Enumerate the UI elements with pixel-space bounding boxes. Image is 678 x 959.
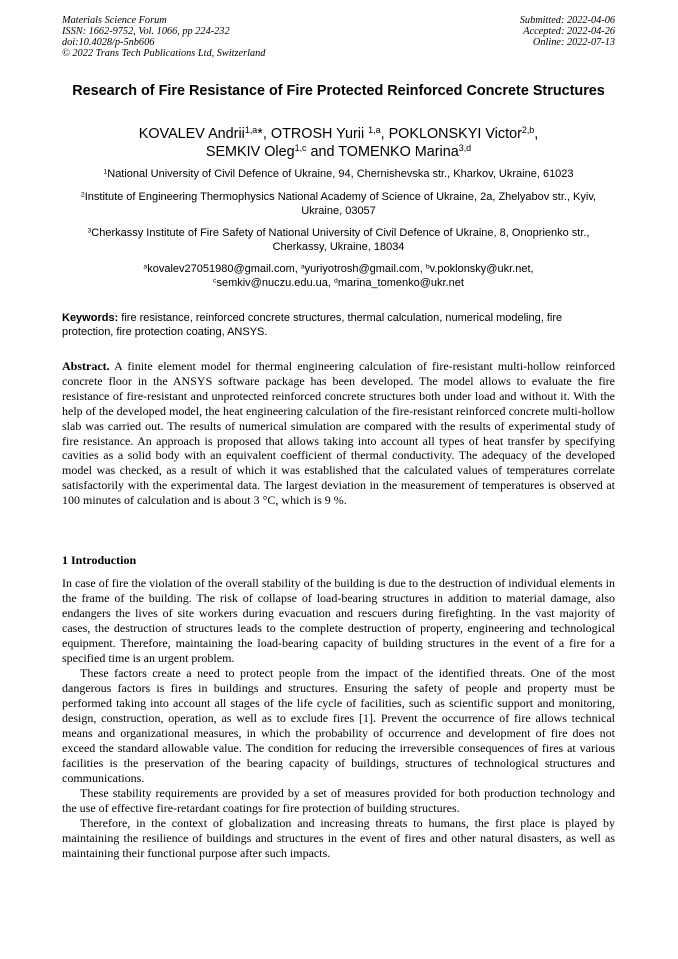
email-mark: b bbox=[425, 263, 430, 271]
author-name: SEMKIV Oleg bbox=[205, 144, 295, 160]
email-mark: a bbox=[143, 263, 148, 271]
abstract bbox=[62, 359, 615, 508]
author-separator: , bbox=[380, 126, 389, 142]
introduction-body bbox=[62, 576, 615, 861]
email-address: v.poklonsky@ukr.net, bbox=[429, 263, 534, 275]
abstract-label: Abstract. bbox=[62, 359, 110, 373]
affiliation-text: Cherkassy Institute of Fire Safety of National University of Civil Defence of Ukraine, 8, Onoprienko str., Cherkassy, Ukraine, 18034 bbox=[91, 227, 590, 253]
author-affiliation-mark: 1,a bbox=[368, 125, 381, 136]
author-name: TOMENKO Marina bbox=[338, 144, 459, 160]
journal-name: Materials Science Forum bbox=[62, 15, 167, 26]
paper-title: Research of Fire Resistance of Fire Protected Reinforced Concrete Structures bbox=[72, 83, 605, 99]
author-affiliation-mark: 1,a bbox=[244, 125, 258, 136]
email-address: kovalev27051980@gmail.com, bbox=[147, 263, 301, 275]
author-name: POKLONSKYI Victor bbox=[388, 126, 522, 142]
paragraph: In case of fire the violation of the overall stability of the building is due to the destruction of individual elements in the frame of the building. The risk of collapse of load-bearing structures in addition to material damage, also endangers the lives of site workers during evacuation and rescuers during firefighting. In the vast majority of cases, the destruction of structures leads to the complete destruction of property, engineering and technological equipment. Therefore, maintaining the load-bearing capacity of building structures in the event of a fire for a specified time is an urgent problem. bbox=[62, 576, 615, 665]
email-mark: a bbox=[300, 263, 305, 271]
author-affiliation-mark: 2,b bbox=[521, 125, 535, 136]
journal-doi: doi:10.4028/p-5nb606 bbox=[62, 37, 155, 48]
paragraph: These stability requirements are provided by a set of measures provided for both production technology and the use of effective fire-retardant coatings for fire protection of building structures. bbox=[62, 786, 615, 815]
affiliation-text: Institute of Engineering Thermophysics National Academy of Science of Ukraine, 2a, Zhelyabov str., Kyiv, Ukraine, 03057 bbox=[84, 191, 597, 217]
publication-dates bbox=[520, 15, 615, 48]
author-separator: *, bbox=[257, 126, 271, 142]
email-address: yuriyotrosh@gmail.com, bbox=[304, 263, 426, 275]
affiliation-2 bbox=[62, 190, 615, 218]
affiliation-3 bbox=[62, 226, 615, 254]
journal-info bbox=[62, 15, 265, 59]
author-name: KOVALEV Andrii bbox=[138, 126, 245, 142]
affiliation-number: 3 bbox=[87, 227, 92, 235]
paragraph: These factors create a need to protect people from the impact of the identified threats. One of the most dangerous factors is fires in buildings and structures. Ensuring the safety of people and property must be performed taking into account all stages of the life cycle of facilities, such as scientific support and monitoring, design, construction, operation, as well as to exclude fires [1]. Prevent the occurrence of fire allows technical means and organizational measures, in which the probability of occurrence and development of fire does not exceed the standard allowable value. The condition for reducing the irreversible consequences of fires at various facilities is the preservation of the bearing capacity of buildings, structures of technological structures and communications. bbox=[62, 666, 615, 785]
abstract-text: A finite element model for thermal engineering calculation of fire-resistant multi-hollow reinforced concrete floor in the ANSYS software package has been developed. The model allows to evaluate the fire resistance of fire-resistant and unprotected reinforced concrete structures both under load and without it. With the help of the developed model, the heat engineering calculation of the fire-resistant reinforced concrete multi-hollow slab was carried out. The results of numerical simulation are compared with the results of experimental study of fire resistance. An approach is proposed that allows taking into account all types of heat transfer by specifying cavities as a solid body with an equivalent coefficient of thermal conductivity. The adequacy of the developed model was checked, as a result of which it was established that the calculated values of temperatures correlate satisfactorily with the experimental data. The largest deviation in the measurement of temperatures is observed at 100 minutes of calculation and is about 3 °C, which is 9 %. bbox=[62, 359, 615, 508]
keywords-label: Keywords: bbox=[62, 312, 119, 324]
affiliation-text: National University of Civil Defence of Ukraine, 94, Chernishevska str., Kharkov, Ukraine, 61023 bbox=[107, 168, 574, 180]
author-name: OTROSH Yurii bbox=[270, 126, 369, 142]
email-mark: c bbox=[213, 277, 217, 285]
affiliation-1 bbox=[62, 167, 615, 181]
author-affiliation-mark: 3,d bbox=[458, 143, 472, 154]
author-list bbox=[62, 125, 615, 161]
author-emails bbox=[62, 262, 615, 290]
author-affiliation-mark: 1,c bbox=[294, 143, 307, 154]
journal-issn: ISSN: 1662-9752, Vol. 1066, pp 224-232 bbox=[62, 26, 230, 37]
submitted-date: Submitted: 2022-04-06 bbox=[519, 15, 615, 26]
email-mark: d bbox=[334, 277, 338, 285]
section-heading: 1 Introduction bbox=[62, 553, 137, 567]
keywords-text: fire resistance, reinforced concrete structures, thermal calculation, numerical modeling, fire protection, fire protection coating, ANSYS. bbox=[62, 312, 563, 338]
affiliation-number: 2 bbox=[80, 191, 85, 199]
accepted-date: Accepted: 2022-04-26 bbox=[523, 26, 615, 37]
author-separator: and bbox=[306, 144, 339, 160]
paragraph: Therefore, in the context of globalization and increasing threats to humans, the first place is played by maintaining the resilience of buildings and structures in the event of fires and other natural disasters, as well as maintaining their functional purpose after such impacts. bbox=[62, 816, 615, 860]
affiliation-number: 1 bbox=[103, 168, 108, 176]
email-address: marina_tomenko@ukr.net bbox=[337, 277, 464, 289]
email-address: semkiv@nuczu.edu.ua, bbox=[216, 277, 335, 289]
online-date: Online: 2022-07-13 bbox=[532, 37, 615, 48]
keywords bbox=[62, 311, 615, 339]
journal-copyright: © 2022 Trans Tech Publications Ltd, Switzerland bbox=[62, 48, 266, 59]
author-separator: , bbox=[534, 126, 539, 142]
